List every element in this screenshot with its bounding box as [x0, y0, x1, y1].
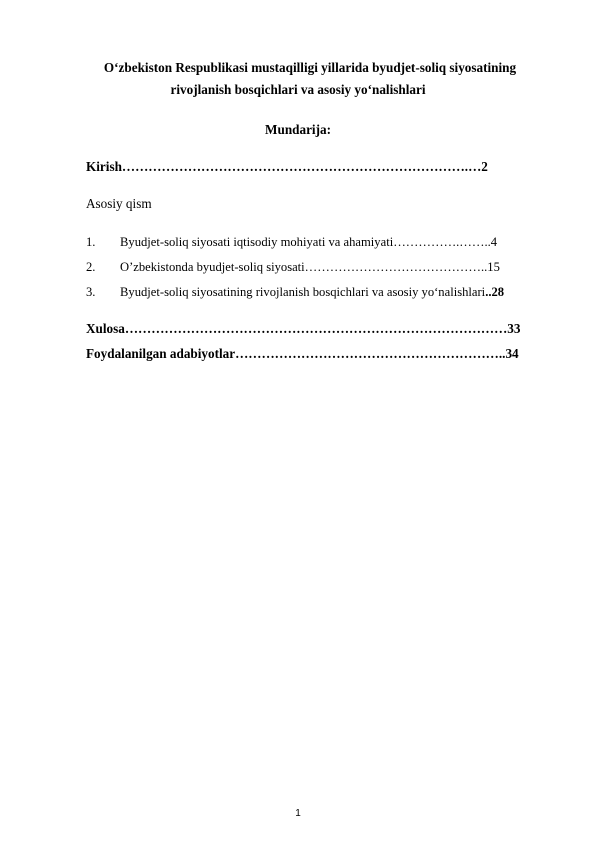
toc-item-text: Byudjet-soliq siyosati iqtisodiy mohiyati va ahamiyati…………….……..4 [120, 235, 498, 249]
toc-item-page: ..28 [485, 285, 505, 299]
toc-item-number: 2. [86, 260, 96, 274]
contents-heading: Mundarija: [265, 122, 331, 137]
toc-item-text: Byudjet-soliq siyosatining rivojlanish bosqichlari va asosiy yo‘nalishlari [120, 285, 486, 299]
document-title-line-2: rivojlanish bosqichlari va asosiy yo‘nalishlari [170, 82, 426, 97]
toc-section-label: Asosiy qism [86, 196, 152, 211]
document-title-line-1: O‘zbekiston Respublikasi mustaqilligi yillarida byudjet-soliq siyosatining [103, 60, 517, 75]
toc-entry-xulosa: Xulosa……………………………………………………………………………33 [86, 321, 521, 336]
toc-item-number: 1. [86, 235, 96, 249]
toc-entry-kirish: Kirish…………………………………………………………………….…2 [86, 159, 488, 174]
toc-item-text: O’zbekistonda byudjet-soliq siyosati……………………………………..15 [120, 260, 500, 274]
toc-item-number: 3. [86, 285, 96, 299]
toc-entry-adabiyotlar: Foydalanilgan adabiyotlar……………………………………………………..34 [86, 346, 519, 361]
page-number: 1 [295, 808, 301, 819]
toc-item-entry [120, 283, 504, 301]
